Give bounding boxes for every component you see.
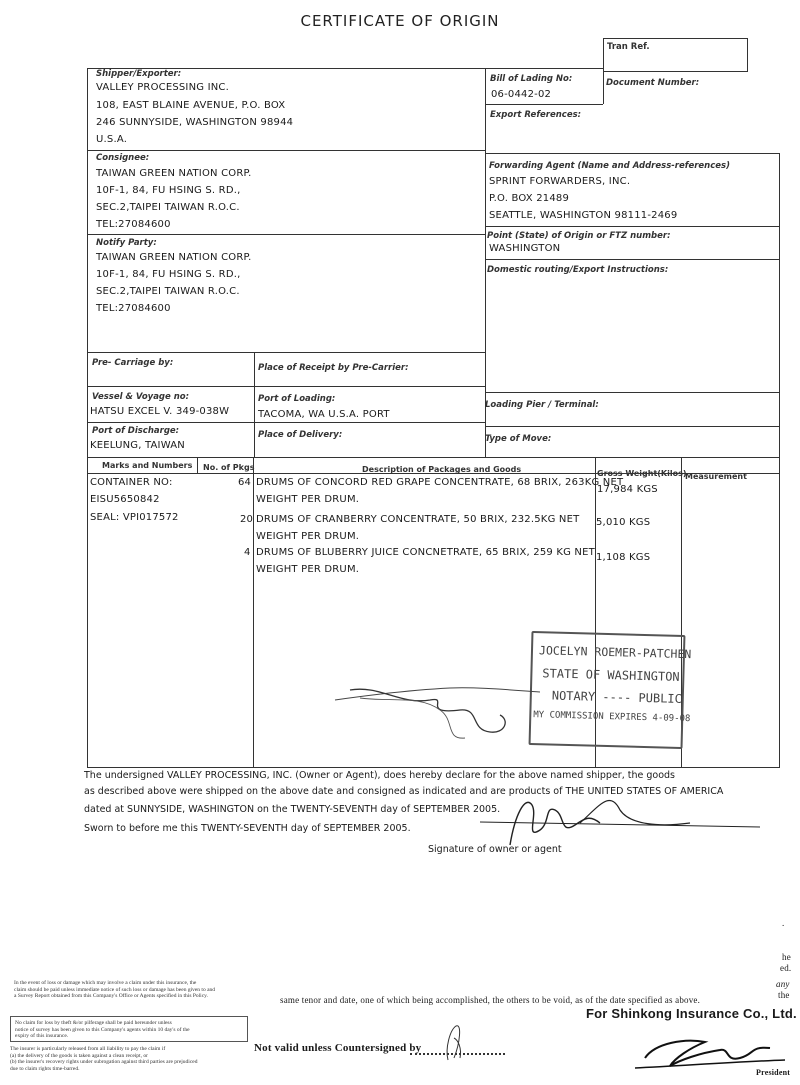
countersign-scribble xyxy=(440,1018,470,1063)
declaration-line-2: as described above were shipped on the above date and consigned as indicated and are products of THE UNITED STATES OF AMERICA xyxy=(84,786,724,797)
place-of-delivery-label: Place of Delivery: xyxy=(258,430,343,440)
grid-bottom-line xyxy=(87,767,780,768)
grid-doc-divider xyxy=(603,68,604,104)
bill-of-lading-value: 06-0442-02 xyxy=(491,89,552,100)
pre-carriage-label: Pre- Carriage by: xyxy=(92,358,174,368)
item-3-desc-2: WEIGHT PER DRUM. xyxy=(256,564,360,575)
notify-line-3: SEC.2,TAIPEI TAIWAN R.O.C. xyxy=(96,286,240,297)
side-fragment-1: he xyxy=(782,952,791,962)
consignee-label: Consignee: xyxy=(96,153,150,163)
port-of-discharge-value: KEELUNG, TAIWAN xyxy=(90,440,185,451)
signature-label: Signature of owner or agent xyxy=(428,844,562,855)
grid-pier-bottom xyxy=(485,426,779,427)
shipper-line-4: U.S.A. xyxy=(96,134,128,145)
type-of-move-label: Type of Move: xyxy=(485,434,552,444)
grid-exportref-bottom xyxy=(485,153,780,154)
port-of-discharge-label: Port of Discharge: xyxy=(92,426,180,436)
grid-header-top xyxy=(87,457,780,458)
loading-pier-label: Loading Pier / Terminal: xyxy=(485,400,599,410)
col-measurement-header: Measurement xyxy=(685,472,747,481)
countersign-label: Not valid unless Countersigned by xyxy=(254,1042,422,1054)
declaration-line-1: The undersigned VALLEY PROCESSING, INC. (Owner or Agent), does hereby declare for the above named shipper, the goods xyxy=(84,770,675,781)
small-print-box: No claim for loss by theft &/or pilferage shall be paid hereunder unless notice of survey has been given to this Company's agents within 10 day's of the expiry of this insurance. xyxy=(10,1016,248,1042)
item-3-weight: 1,108 KGS xyxy=(596,552,651,563)
shipper-line-1: VALLEY PROCESSING INC. xyxy=(96,82,229,93)
tran-ref-label: Tran Ref. xyxy=(607,42,650,52)
insurer-signature xyxy=(630,1028,790,1073)
col-weight-header: Gross Weight(Kilos) xyxy=(597,469,687,478)
shipper-label: Shipper/Exporter: xyxy=(96,69,182,79)
side-fragment-3: any xyxy=(776,979,790,989)
document-title: CERTIFICATE OF ORIGIN xyxy=(300,12,500,30)
item-1-desc-1: DRUMS OF CONCORD RED GRAPE CONCENTRATE, 68 BRIX, 263KG NET xyxy=(256,477,624,488)
agent-line-3: SEATTLE, WASHINGTON 98111-2469 xyxy=(489,210,678,221)
document-number-label: Document Number: xyxy=(606,78,700,88)
point-of-origin-label: Point (State) of Origin or FTZ number: xyxy=(487,231,671,241)
stamp-line-3: NOTARY ---- PUBLIC xyxy=(551,688,683,706)
grid-agent-bottom xyxy=(485,226,779,227)
marks-line-1: CONTAINER NO: xyxy=(90,477,173,488)
item-3-pkgs: 4 xyxy=(244,547,251,558)
vessel-value: HATSU EXCEL V. 349-038W xyxy=(90,406,230,417)
grid-left-line xyxy=(87,68,88,768)
grid-col-split xyxy=(254,352,255,458)
item-1-desc-2: WEIGHT PER DRUM. xyxy=(256,494,360,505)
grid-precarriage-bottom xyxy=(87,386,485,387)
consignee-line-3: SEC.2,TAIPEI TAIWAN R.O.C. xyxy=(96,202,240,213)
place-of-receipt-label: Place of Receipt by Pre-Carrier: xyxy=(258,363,409,373)
col-marks-header: Marks and Numbers xyxy=(102,461,193,470)
insurer-name: For Shinkong Insurance Co., Ltd. xyxy=(586,1006,797,1021)
consignee-line-2: 10F-1, 84, FU HSING S. RD., xyxy=(96,185,241,196)
stamp-line-2: STATE OF WASHINGTON xyxy=(542,666,680,684)
item-2-desc-1: DRUMS OF CRANBERRY CONCENTRATE, 50 BRIX, 232.5KG NET xyxy=(256,514,580,525)
grid-origin-bottom xyxy=(485,259,779,260)
col-pkgs-header: No. of Pkgs xyxy=(203,463,255,472)
grid-desc-col xyxy=(253,457,254,767)
notify-line-2: 10F-1, 84, FU HSING S. RD., xyxy=(96,269,241,280)
grid-shipper-bottom xyxy=(87,150,485,151)
col-description-header: Description of Packages and Goods xyxy=(362,465,522,474)
declaration-line-3: dated at SUNNYSIDE, WASHINGTON on the TWENTY-SEVENTH day of SEPTEMBER 2005. xyxy=(84,804,501,815)
notify-line-4: TEL:27084600 xyxy=(96,303,171,314)
export-references-label: Export References: xyxy=(490,110,582,120)
item-2-pkgs: 20 xyxy=(240,514,254,525)
notify-party-label: Notify Party: xyxy=(96,238,157,248)
consignee-line-1: TAIWAN GREEN NATION CORP. xyxy=(96,168,252,179)
domestic-routing-label: Domestic routing/Export Instructions: xyxy=(487,265,669,275)
vessel-label: Vessel & Voyage no: xyxy=(92,392,190,402)
grid-consignee-bottom xyxy=(87,234,485,235)
small-print-3: The insurer is particularly released from all liability to pay the claim if (a) the delivery of the goods is taken against a clean receipt, or (b) the insurer's recovery rights under subrogation against third parties are prejudiced due to claim rights time-barred. xyxy=(10,1046,198,1072)
port-of-loading-value: TACOMA, WA U.S.A. PORT xyxy=(258,409,390,420)
stamp-line-1: JOCELYN ROEMER-PATCHEN xyxy=(538,643,692,662)
agent-line-1: SPRINT FORWARDERS, INC. xyxy=(489,176,631,187)
president-label: President xyxy=(756,1068,791,1077)
shipper-line-3: 246 SUNNYSIDE, WASHINGTON 98944 xyxy=(96,117,294,128)
port-of-loading-label: Port of Loading: xyxy=(258,394,336,404)
notary-stamp xyxy=(529,631,692,749)
item-1-weight: 17,984 KGS xyxy=(597,484,658,495)
declaration-line-4: Sworn to before me this TWENTY-SEVENTH day of SEPTEMBER 2005. xyxy=(84,823,411,834)
grid-bol-bottom xyxy=(485,104,603,105)
small-print-1: In the event of loss or damage which may involve a claim under this insurance, the claim should be paid unless immediate notice of such loss or damage has been given to and a Survey Report obtained from this Company's Office or Agents specified in this Policy. xyxy=(14,980,216,999)
notify-line-1: TAIWAN GREEN NATION CORP. xyxy=(96,252,252,263)
item-2-desc-2: WEIGHT PER DRUM. xyxy=(256,531,360,542)
grid-domestic-bottom xyxy=(485,392,779,393)
item-3-desc-1: DRUMS OF BLUBERRY JUICE CONCNETRATE, 65 BRIX, 259 KG NET xyxy=(256,547,595,558)
grid-marks-col xyxy=(197,457,198,473)
point-of-origin-value: WASHINGTON xyxy=(489,243,561,254)
shipper-line-2: 108, EAST BLAINE AVENUE, P.O. BOX xyxy=(96,100,286,111)
agent-line-2: P.O. BOX 21489 xyxy=(489,193,570,204)
notary-signature xyxy=(330,660,550,750)
marks-line-3: SEAL: VPI017572 xyxy=(90,512,179,523)
grid-right-line xyxy=(779,153,780,458)
grid-right-line-lower xyxy=(779,457,780,767)
consignee-line-4: TEL:27084600 xyxy=(96,219,171,230)
forwarding-agent-label: Forwarding Agent (Name and Address-references) xyxy=(489,161,730,171)
side-fragment-2: ed. xyxy=(780,963,792,973)
item-1-pkgs: 64 xyxy=(238,477,252,488)
side-fragment-mark: . xyxy=(782,918,785,928)
grid-notify-bottom xyxy=(87,352,485,353)
grid-vessel-bottom xyxy=(87,422,485,423)
item-2-weight: 5,010 KGS xyxy=(596,517,651,528)
bill-of-lading-label: Bill of Lading No: xyxy=(490,74,573,84)
marks-line-2: EISU5650842 xyxy=(90,494,160,505)
side-fragment-4: the xyxy=(778,990,790,1000)
tranref-box-top xyxy=(603,38,748,39)
tranref-box-bottom xyxy=(603,71,748,72)
stamp-line-4: MY COMMISSION EXPIRES 4-09-08 xyxy=(533,710,691,725)
tenor-text: same tenor and date, one of which being accomplished, the others to be void, as of the date specified as above. xyxy=(280,995,701,1005)
tranref-box-right xyxy=(747,38,748,71)
